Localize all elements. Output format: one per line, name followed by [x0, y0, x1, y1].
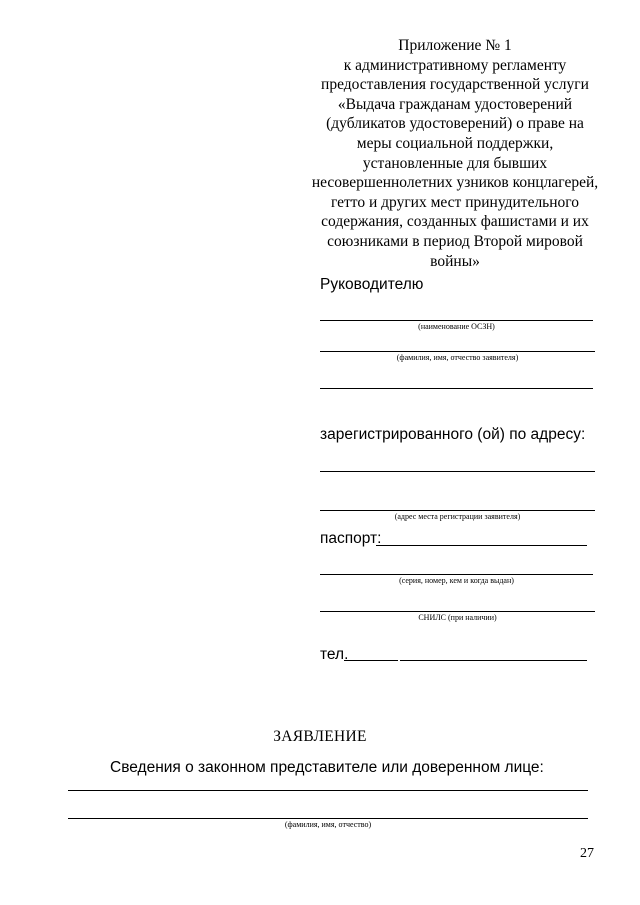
phone-field-2[interactable] — [400, 660, 587, 661]
passport-label: паспорт: — [320, 530, 382, 547]
appendix-line: войны» — [430, 252, 480, 270]
appendix-line: несовершеннолетних узников концлагерей, — [311, 174, 599, 192]
appendix-line: Приложение № 1 — [398, 37, 512, 54]
appendix-header — [300, 36, 610, 271]
appendix-line: гетто и других мест принудительного — [330, 193, 580, 211]
passport-details-field[interactable] — [320, 574, 593, 575]
appendix-line: меры социальной поддержки, — [356, 134, 554, 152]
representative-field[interactable] — [68, 790, 588, 791]
registered-address-label: зарегистрированного (ой) по адресу: — [320, 426, 586, 443]
address-field[interactable] — [320, 471, 595, 472]
appendix-line: предоставления государственной услуги — [321, 76, 589, 94]
appendix-line: «Выдача гражданам удостоверений — [337, 95, 573, 113]
statement-title: ЗАЯВЛЕНИЕ — [273, 728, 367, 745]
passport-field[interactable] — [376, 545, 587, 546]
appendix-line: содержания, созданных фашистами и их — [321, 213, 589, 231]
phone-label: тел. — [320, 646, 349, 663]
full-name-caption: (фамилия, имя, отчество) — [284, 820, 372, 829]
appendix-line: союзниками в период Второй мировой — [327, 232, 583, 250]
appendix-line: (дубликатов удостоверений) о праве на — [326, 115, 584, 133]
page-number: 27 — [580, 846, 594, 861]
phone-field[interactable] — [344, 660, 398, 661]
appendix-line: установленные для бывших — [362, 154, 548, 172]
address-field-2[interactable] — [320, 510, 595, 511]
addressee-title: Руководителю — [320, 276, 424, 293]
applicant-name-caption: (фамилия, имя, отчество заявителя) — [396, 353, 519, 362]
representative-field-2[interactable] — [68, 818, 588, 819]
passport-caption: (серия, номер, кем и когда выдан) — [399, 576, 514, 585]
applicant-name-field[interactable] — [320, 351, 595, 352]
applicant-name-field-2[interactable] — [320, 388, 593, 389]
snils-field[interactable] — [320, 611, 595, 612]
appendix-line: к административному регламенту — [343, 56, 567, 74]
snils-caption: СНИЛС (при наличии) — [418, 613, 497, 622]
address-caption: (адрес места регистрации заявителя) — [394, 512, 521, 521]
oszn-name-field[interactable] — [320, 320, 593, 321]
oszn-name-caption: (наименование ОСЗН) — [418, 322, 495, 331]
representative-info-label: Сведения о законном представителе или доверенном лице: — [110, 759, 544, 776]
